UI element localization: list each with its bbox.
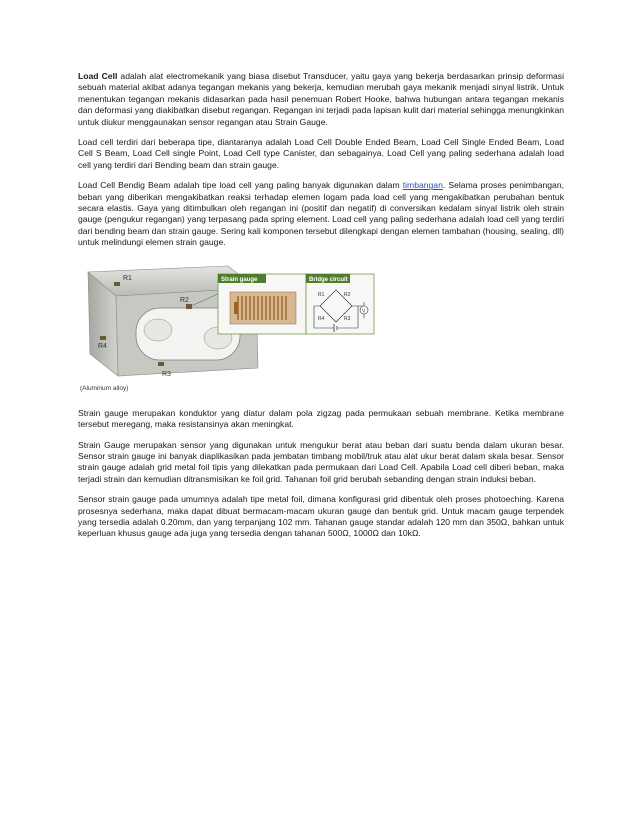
term-load-cell: Load Cell: [78, 71, 118, 81]
strain-gauge-panel: [218, 274, 306, 334]
paragraph-load-cell-types: Load cell terdiri dari beberapa tipe, diantaranya adalah Load Cell Double Ended Beam, Load Cell Single Ended Beam, Load Cell S Beam, Load Cell single Point, Load Cell type Canister, dan sebagainya. Load Cell yang paling sederhana adalah load cell yang terdiri dari Bending beam dan strain gauge.: [78, 137, 564, 170]
paragraph-text: Load Cell Bendig Beam adalah tipe load cell yang paling banyak digunakan dalam: [78, 180, 403, 191]
paragraph-metal-foil: Sensor strain gauge pada umumnya adalah tipe metal foil, dimana konfigurasi grid dibentuk oleh proses photoeching. Karena prosesnya sederhana, maka dapat dibuat bermacam-macam ukuran gauge dan bentuk grid. Untuk macam gauge terpendek yang tersedia adalah 0.20mm, dan yang terpanjang 102 mm. Tahanan gauge standar adalah 120 mm dan 350Ω, bahkan untuk keperluan khusus gauge ada juga yang tersedia dengan tahanan 500Ω, 1000Ω dan 10kΩ.: [78, 494, 564, 539]
label-r2: R2: [180, 296, 189, 304]
gauge-r4: [100, 336, 106, 340]
paragraph-text: adalah alat electromekanik yang biasa disebut Transducer, yaitu gaya yang bekerja berdasarkan prinsip deformasi sebuah material akibat adanya tegangan mekanis yang bekerja, kemudian merubah gaya mekanik menjadi sinyal listrik. Untuk menentukan tegangan mekanis didasarkan pada hasil penemuan Robert Hooke, bahwa hubungan antara tegangan mekanis dan deformasi yang diakibatkan disebut regangan. Regangan ini terjadi pada lapisan kulit dari material sehingga menungkinkan untuk diukur menggaunakan sensor regangan atau Strain Gauge.: [78, 71, 564, 127]
gauge-r3: [158, 362, 164, 366]
paragraph-strain-gauge-sensor: Strain Gauge merupakan sensor yang digunakan untuk mengukur berat atau beban dari suatu benda dalam ukuran besar. Sensor strain gauge ini banyak diaplikasikan pada jembatan timbang mobil/truk atau alat ukur berat dalam skala besar. Sensor strain gauge adalah grid metal foil tipis yang dilekatkan pada permukaan dari Load Cell. Apabila Load cell diberi beban, maka terjadi strain dan kemudian ditransmisikan ke foil grid. Tahanan foil grid berubah sebanding dengan strain induksi beban.: [78, 439, 564, 484]
document-body: [78, 71, 564, 549]
bridge-label-r1: R1: [318, 291, 325, 298]
timbangan-link[interactable]: timbangan: [402, 180, 443, 191]
bridge-label-r3: R3: [344, 315, 351, 322]
paragraph-bending-beam: [78, 180, 564, 248]
bridge-circuit-panel: [306, 274, 374, 334]
strain-gauge-title: Strain gauge: [221, 276, 258, 283]
load-cell-figure: [78, 258, 376, 398]
label-r4: R4: [98, 342, 107, 350]
gauge-r2: [186, 304, 192, 309]
paragraph-strain-gauge-conductor: Strain gauge merupakan konduktor yang diatur dalam pola zigzag pada permukaan sebuah membrane. Ketika membrane tersebut meregang, maka resistansinya akan meningkat.: [78, 407, 564, 430]
gauge-r1: [114, 282, 120, 286]
bridge-circuit-title: Bridge circuit: [309, 276, 348, 283]
label-r3: R3: [162, 370, 171, 378]
load-cell-diagram: [78, 258, 376, 398]
label-v: V: [362, 308, 366, 315]
label-aluminum-alloy: (Aluminum alloy): [80, 384, 129, 392]
label-r1: R1: [123, 274, 132, 282]
paragraph-load-cell-intro: [78, 71, 564, 128]
bridge-label-r4: R4: [318, 315, 325, 322]
paragraph-text: . Selama proses penimbangan, beban yang diberikan mengakibatkan reaksi terhadap elemen logam pada load cell yang mengakibatkan perubahan bentuk secara elastis. Gaya yang ditimbulkan oleh regangan ini (positif dan negatif) di conversikan kedalam sinyal listrik oleh strain gauge (pengukur regangan) yang terpasang pada spring element. Load cell yang paling sederhana adalah load cell yang terdiri dari bending beam dan strain gauge. Sering kali komponen tersebut dilengkapi dengan elemen tambahan (housing, sealing, dll) untuk melindungi elemen strain gauge.: [78, 180, 564, 248]
bridge-label-r2: R2: [344, 291, 351, 298]
